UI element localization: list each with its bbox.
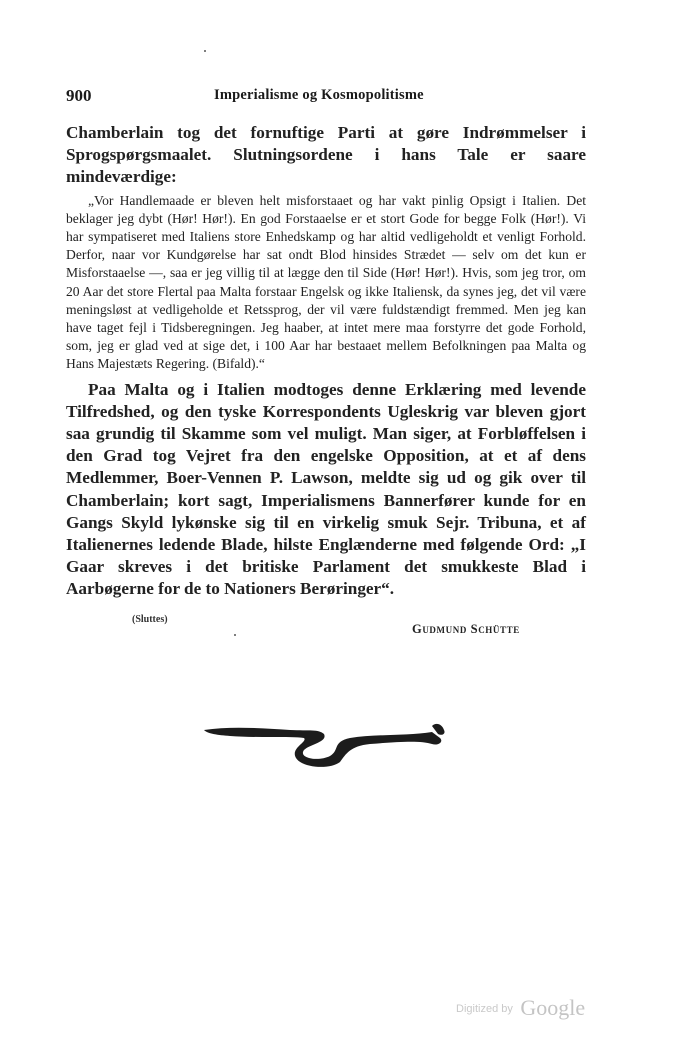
stray-mark	[204, 50, 206, 52]
page-number: 900	[66, 86, 92, 105]
page-header	[66, 86, 606, 110]
paragraph-reception: Paa Malta og i Italien modtoges denne Erklæring med levende Tilfredshed, og den tyske Korrespondents Ugleskrig var bleven gjort saa grundig til Skamme som vel muligt. Man siger, at Forbløffelsen i den Grad tog Vejret fra den engelske Opposition, at et af dens Medlemmer, Boer-Vennen P. Lawson, meldte sig ud og gik over til Chamberlain; kort sagt, Imperialismens Bannerfører kunde for en Gangs Skyld lykønske sig til en virkelig smuk Sejr. Tribuna, et af Italienernes ledende Blade, hilste Englænderne med følgende Ord: „I Gaar skreves i det britiske Parlament det smukkeste Blad i Aarbøgerne for de to Nationers Berøringer“.	[66, 379, 586, 599]
watermark-prefix: Digitized by	[456, 1003, 513, 1015]
digitization-watermark	[456, 995, 585, 1021]
tailpiece-ornament-icon	[200, 712, 450, 772]
running-title: Imperialisme og Kosmopolitisme	[214, 87, 424, 103]
speech-quote: „Vor Handlemaade er bleven helt misforstaaet og har vakt pinlig Opsigt i Italien. Det beklager jeg dybt (Hør! Hør!). En god Forstaaelse er et stort Gode for begge Folk (Hør!). Vi har sympatiseret med Italiens store Enhedskamp og har altid vedligeholdt et venligt Forhold. Derfor, naar vor Kundgørelse har sat ondt Blod hinsides Strædet — selv om det kun er Misforstaaelse —, saa er jeg villig til at lægge den til Side (Hør! Hør!). Hvis, som jeg tror, om 20 Aar det store Flertal paa Malta forstaar Engelsk og ikke Italiensk, da synes jeg, det vil være meningsløst at vedligeholde et Retssprog, der vil være fuldstændigt fremmed. Men jeg kan have taget fejl i Tidsberegningen. Jeg haaber, at intet mere maa forstyrre det gode Forhold, som, jeg er glad ved at sige det, i 100 Aar har bestaaet mellem Befolkningen paa Malta og Hans Majestæts Regering. (Bifald).“	[66, 192, 586, 372]
watermark-brand: Google	[520, 995, 586, 1020]
paragraph-intro: Chamberlain tog det fornuftige Parti at gøre Indrømmelser i Sprogspørgsmaalet. Slutningsordene i hans Tale er saare mindeværdige:	[66, 123, 586, 187]
author-signature: Gudmund Schütte	[412, 622, 520, 636]
stray-mark	[234, 634, 236, 636]
body-text	[66, 122, 586, 601]
continued-note: (Sluttes)	[132, 614, 168, 625]
